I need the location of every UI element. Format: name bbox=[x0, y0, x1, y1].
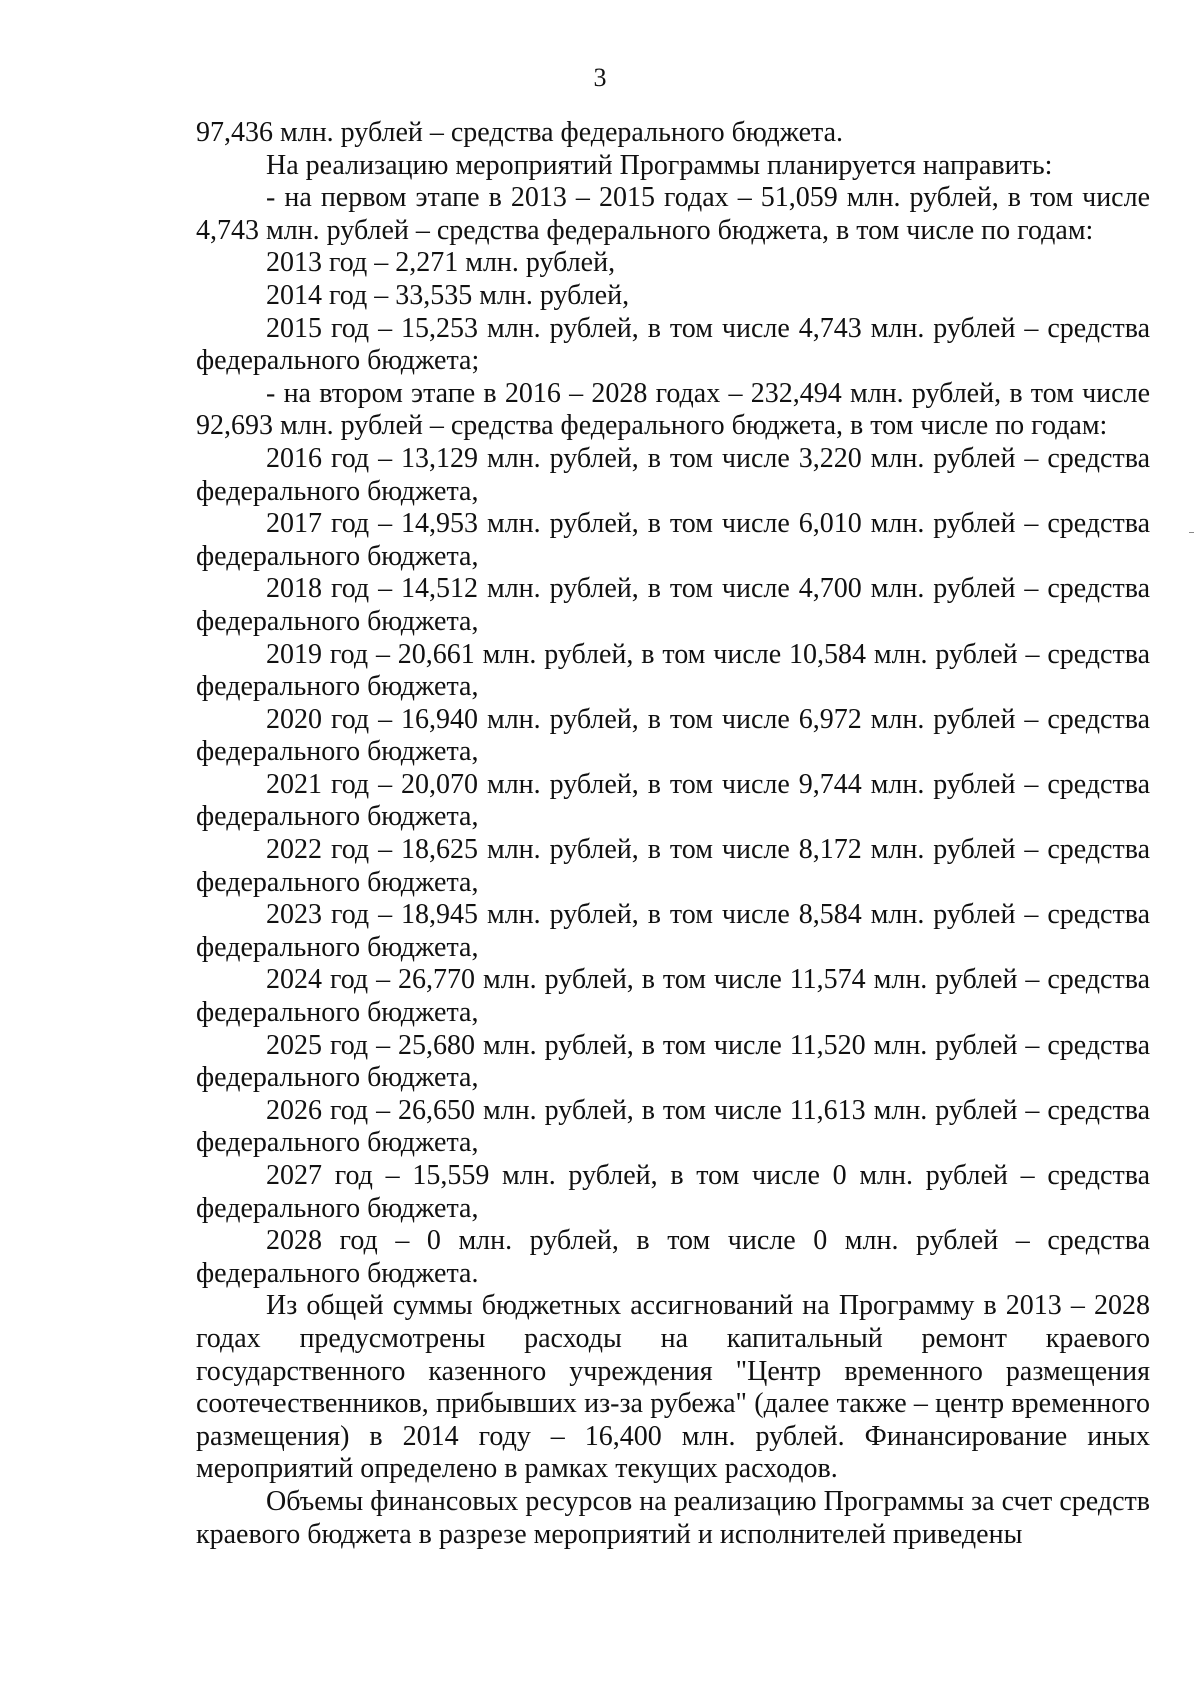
paragraph-4: 2014 год – 33,535 млн. рублей, bbox=[266, 279, 630, 311]
paragraph-10: 2019 год – 20,661 млн. рублей, в том числе 10,584 млн. рублей – средства федерального бюджета, bbox=[196, 638, 1150, 703]
paragraph-13: 2022 год – 18,625 млн. рублей, в том числе 8,172 млн. рублей – средства федерального бюджета, bbox=[196, 834, 1150, 898]
paragraph-19: 2028 год – 0 млн. рублей, в том числе 0 млн. рублей – средства федерального бюджета. bbox=[196, 1225, 1150, 1289]
paragraph-11: 2020 год – 16,940 млн. рублей, в том числе 6,972 млн. рублей – средства федерального бюджета, bbox=[196, 703, 1150, 768]
paragraph-9: 2018 год – 14,512 млн. рублей, в том числе 4,700 млн. рублей – средства федерального бюджета, bbox=[196, 573, 1150, 637]
paragraph-17: 2026 год – 26,650 млн. рублей, в том числе 11,613 млн. рублей – средства федерального бюджета, bbox=[196, 1094, 1150, 1159]
paragraph-2: - на первом этапе в 2013 – 2015 годах – 51,059 млн. рублей, в том числе 4,743 млн. рублей – средства федерального бюджета, в том числе по годам: bbox=[196, 182, 1150, 246]
paragraph-8: 2017 год – 14,953 млн. рублей, в том числе 6,010 млн. рублей – средства федерального бюджета, bbox=[196, 508, 1150, 572]
paragraph-16: 2025 год – 25,680 млн. рублей, в том числе 11,520 млн. рублей – средства федерального бюджета, bbox=[196, 1029, 1150, 1094]
paragraph-14: 2023 год – 18,945 млн. рублей, в том числе 8,584 млн. рублей – средства федерального бюджета, bbox=[196, 899, 1150, 963]
document-body bbox=[196, 117, 1150, 1551]
paragraph-20: Из общей суммы бюджетных ассигнований на Программу в 2013 – 2028 годах предусмотрены расходы на капитальный ремонт краевого государственного казенного учреждения "Центр временного размещения соотечественников, прибывших из-за рубежа" (далее также – центр временного размещения) в 2014 году – 16,400 млн. рублей. Финансирование иных мероприятий определено в рамках текущих расходов. bbox=[196, 1290, 1150, 1485]
scan-mark bbox=[1189, 532, 1194, 533]
paragraph-21: Объемы финансовых ресурсов на реализацию Программы за счет средств краевого бюджета в разрезе мероприятий и исполнителей приведены bbox=[196, 1485, 1150, 1550]
paragraph-7: 2016 год – 13,129 млн. рублей, в том числе 3,220 млн. рублей – средства федерального бюджета, bbox=[196, 442, 1150, 507]
paragraph-15: 2024 год – 26,770 млн. рублей, в том числе 11,574 млн. рублей – средства федерального бюджета, bbox=[196, 964, 1150, 1029]
paragraph-18: 2027 год – 15,559 млн. рублей, в том числе 0 млн. рублей – средства федерального бюджета, bbox=[196, 1160, 1150, 1224]
paragraph-5: 2015 год – 15,253 млн. рублей, в том числе 4,743 млн. рублей – средства федерального бюджета; bbox=[196, 312, 1150, 377]
page-number: 3 bbox=[593, 63, 607, 92]
paragraph-1: На реализацию мероприятий Программы планируется направить: bbox=[266, 149, 1053, 181]
paragraph-3: 2013 год – 2,271 млн. рублей, bbox=[266, 247, 616, 279]
paragraph-0: 97,436 млн. рублей – средства федерального бюджета. bbox=[196, 117, 844, 148]
paragraph-12: 2021 год – 20,070 млн. рублей, в том числе 9,744 млн. рублей – средства федерального бюджета, bbox=[196, 768, 1150, 833]
paragraph-6: - на втором этапе в 2016 – 2028 годах – 232,494 млн. рублей, в том числе 92,693 млн. рублей – средства федерального бюджета, в том числе по годам: bbox=[196, 377, 1150, 442]
